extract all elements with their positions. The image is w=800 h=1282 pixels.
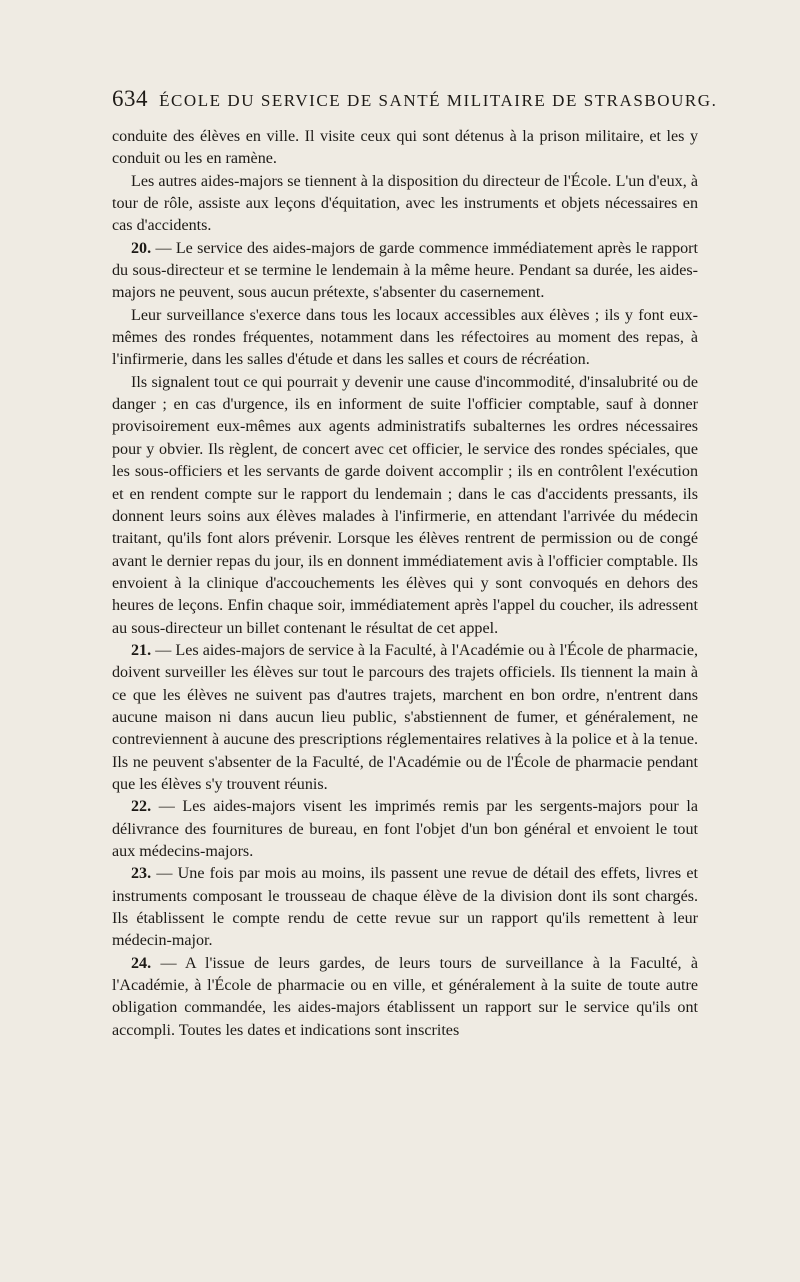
page-number: 634	[112, 86, 148, 111]
article-number: 20.	[131, 239, 152, 257]
paragraph: Ils signalent tout ce qui pourrait y devenir une cause d'incommodité, d'insalubrité ou de danger ; en cas d'urgence, ils en informent de suite l'officier comptable, sauf à donner provisoirement eux-mêmes aux agents administratifs subalternes les ordres nécessaires pour y obvier. Ils règlent, de concert avec cet officier, le service des rondes spéciales, que les sous-officiers et les servants de garde doivent accomplir ; ils en contrôlent l'exécution et en rendent compte sur le rapport du lendemain ; dans le cas d'accidents pressants, ils donnent leurs soins aux élèves malades à l'infirmerie, en attendant l'arrivée du médecin traitant, qu'ils font alors prévenir. Lorsque les élèves rentrent de permission ou de congé avant le dernier repas du jour, ils en donnent immédiatement avis à l'officier comptable. Ils envoient à la clinique d'accouchements les élèves qui y sont convoqués en dehors des heures de leçons. Enfin chaque soir, immédiatement après l'appel du coucher, ils adressent au sous-directeur un billet contenant le résultat de cet appel.	[112, 373, 698, 637]
paragraph: conduite des élèves en ville. Il visite ceux qui sont détenus à la prison militaire, et les y conduit ou les en ramène.	[112, 128, 698, 168]
article-22: 22. — Les aides-majors visent les imprimés remis par les sergents-majors pour la délivrance des fournitures de bureau, en font l'objet d'un bon général et envoient le tout aux médecins-majors.	[112, 798, 698, 860]
article-number: 21.	[131, 641, 152, 659]
paragraph: Leur surveillance s'exerce dans tous les locaux accessibles aux élèves ; ils y font eux-mêmes des rondes fréquentes, notamment dans les réfectoires au moment des repas, à l'infirmerie, dans les salles d'étude et dans les salles et cours de récréation.	[112, 306, 698, 369]
body-text	[112, 126, 698, 1042]
article-number: 23.	[131, 865, 152, 883]
article-number: 22.	[131, 798, 152, 816]
article-21: 21. — Les aides-majors de service à la Faculté, à l'Académie ou à l'École de pharmacie, doivent surveiller les élèves sur tout le parcours des trajets officiels. Ils tiennent la main à ce que les élèves ne suivent pas d'autres trajets, marchent en bon ordre, n'entrent dans aucune maison ni dans aucun lieu public, s'abstiennent de fumer, et généralement, ne contreviennent à aucune des prescriptions réglementaires relatives à la police et à la tenue. Ils ne peuvent s'absenter de la Faculté, de l'Académie ou de l'École de pharmacie pendant que les élèves s'y trouvent réunis.	[112, 641, 698, 793]
running-title: ÉCOLE DU SERVICE DE SANTÉ MILITAIRE DE STRASBOURG.	[159, 91, 718, 110]
paragraph: Les autres aides-majors se tiennent à la disposition du directeur de l'École. L'un d'eux, à tour de rôle, assiste aux leçons d'équitation, avec les instruments et objets nécessaires en cas d'accidents.	[112, 172, 698, 235]
article-23: 23. — Une fois par mois au moins, ils passent une revue de détail des effets, livres et instruments composant le trousseau de chaque élève de la division dont ils sont chargés. Ils établissent le compte rendu de cette revue sur un rapport qu'ils remettent à leur médecin-major.	[112, 865, 698, 950]
article-number: 24.	[131, 954, 152, 972]
article-20: 20. — Le service des aides-majors de garde commence immédiatement après le rapport du sous-directeur et se termine le lendemain à la même heure. Pendant sa durée, les aides-majors ne peuvent, sous aucun prétexte, s'absenter du casernement.	[112, 239, 698, 302]
article-24: 24. — A l'issue de leurs gardes, de leurs tours de surveillance à la Faculté, à l'Académie, à l'École de pharmacie ou en ville, et généralement à la suite de toute autre obligation commandée, les aides-majors établissent un rapport sur le service qu'ils ont accompli. Toutes les dates et indications sont inscrites	[112, 954, 698, 1039]
page-header	[112, 86, 718, 114]
